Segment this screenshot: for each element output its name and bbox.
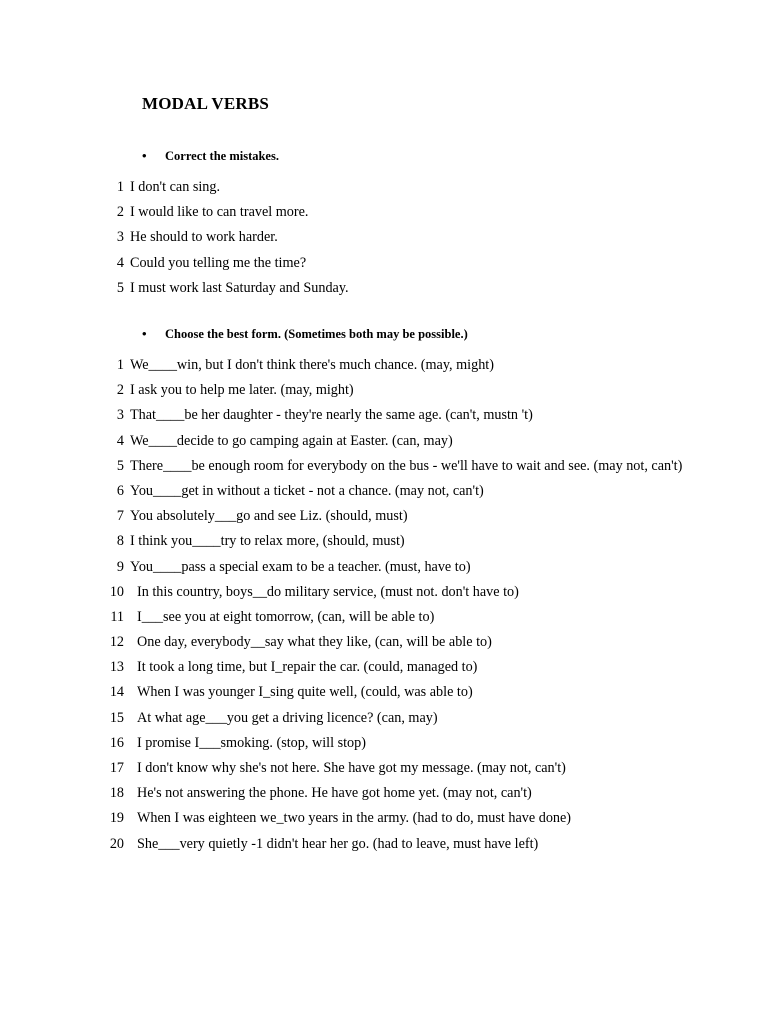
exercise-item-text: I don't can sing. bbox=[130, 179, 221, 195]
exercise-item-number: 19 bbox=[109, 810, 124, 827]
exercise-item bbox=[0, 179, 768, 204]
bullet-icon: • bbox=[142, 148, 147, 163]
exercise-item bbox=[0, 533, 768, 558]
exercise-item-number: 3 bbox=[116, 229, 124, 246]
exercise-list-correct-mistakes bbox=[0, 179, 768, 305]
exercise-item-text: You____pass a special exam to be a teacher. (must, have to) bbox=[130, 558, 471, 575]
exercise-item-text: I think you____try to relax more, (should, must) bbox=[130, 533, 405, 550]
exercise-item bbox=[0, 508, 768, 533]
exercise-item-text: There____be enough room for everybody on the bus - we'll have to wait and see. (may not, can't) bbox=[130, 457, 683, 474]
exercise-item bbox=[0, 659, 768, 684]
exercise-item-text: I___see you at eight tomorrow, (can, will be able to) bbox=[137, 608, 435, 625]
document-title: MODAL VERBS bbox=[142, 94, 270, 113]
exercise-item-number: 15 bbox=[109, 709, 124, 726]
exercise-item-number: 1 bbox=[116, 179, 124, 195]
exercise-item bbox=[0, 634, 768, 659]
exercise-item-number: 14 bbox=[109, 684, 124, 701]
exercise-item-text: We____decide to go camping again at Easter. (can, may) bbox=[130, 432, 453, 449]
exercise-item-text: She___very quietly -1 didn't hear her go. (had to leave, must have left) bbox=[137, 835, 539, 852]
exercise-item-number: 6 bbox=[116, 482, 124, 499]
exercise-item bbox=[0, 760, 768, 785]
exercise-item-number: 4 bbox=[116, 432, 124, 449]
exercise-item-number: 5 bbox=[116, 457, 124, 474]
exercise-item-number: 4 bbox=[116, 254, 124, 271]
exercise-item bbox=[0, 255, 768, 280]
exercise-item-text: I don't know why she's not here. She have got my message. (may not, can't) bbox=[137, 760, 566, 776]
exercise-item bbox=[0, 559, 768, 584]
exercise-item bbox=[0, 836, 768, 861]
exercise-item-text: When I was younger I_sing quite well, (could, was able to) bbox=[137, 684, 473, 701]
section-heading-text: Choose the best form. (Sometimes both may be possible.) bbox=[165, 326, 468, 341]
exercise-item-text: I would like to can travel more. bbox=[130, 204, 309, 221]
exercise-item-text: That____be her daughter - they're nearly the same age. (can't, mustn 't) bbox=[130, 407, 533, 424]
exercise-item-text: When I was eighteen we_two years in the army. (had to do, must have done) bbox=[137, 810, 572, 827]
exercise-item-text: He's not answering the phone. He have got home yet. (may not, can't) bbox=[137, 785, 532, 802]
exercise-item-text: You____get in without a ticket - not a chance. (may not, can't) bbox=[130, 482, 484, 499]
exercise-item-text: One day, everybody__say what they like, (can, will be able to) bbox=[137, 634, 492, 651]
exercise-item-number: 2 bbox=[116, 204, 124, 221]
exercise-item bbox=[0, 710, 768, 735]
exercise-item bbox=[0, 357, 768, 382]
exercise-item-number: 16 bbox=[109, 734, 124, 751]
exercise-item-number: 13 bbox=[109, 659, 124, 676]
exercise-item-text: You absolutely___go and see Liz. (should, must) bbox=[130, 508, 408, 525]
exercise-list-choose-best-form bbox=[0, 357, 768, 861]
exercise-item-number: 12 bbox=[109, 634, 124, 651]
exercise-item-text: In this country, boys__do military service, (must not. don't have to) bbox=[137, 583, 519, 600]
exercise-item bbox=[0, 584, 768, 609]
exercise-item-text: We____win, but I don't think there's much chance. (may, might) bbox=[130, 357, 494, 373]
exercise-item-number: 3 bbox=[116, 407, 124, 424]
exercise-item-text: It took a long time, but I_repair the car. (could, managed to) bbox=[137, 659, 478, 676]
exercise-item-text: He should to work harder. bbox=[130, 229, 278, 246]
exercise-item bbox=[0, 280, 768, 305]
exercise-item-text: Could you telling me the time? bbox=[130, 254, 307, 271]
exercise-item-number: 1 bbox=[116, 357, 124, 373]
exercise-item-text: I ask you to help me later. (may, might) bbox=[130, 382, 354, 399]
exercise-item-number: 18 bbox=[109, 785, 124, 802]
section-heading-correct-mistakes bbox=[142, 148, 279, 164]
exercise-item-text: I promise I___smoking. (stop, will stop) bbox=[137, 734, 366, 751]
exercise-item-number: 8 bbox=[116, 533, 124, 550]
exercise-item-number: 2 bbox=[116, 382, 124, 399]
exercise-item bbox=[0, 684, 768, 709]
exercise-item-number: 5 bbox=[116, 279, 124, 296]
exercise-item-number: 20 bbox=[109, 835, 124, 852]
exercise-item bbox=[0, 433, 768, 458]
exercise-item bbox=[0, 229, 768, 254]
exercise-item bbox=[0, 458, 768, 483]
bullet-icon: • bbox=[142, 326, 147, 341]
exercise-item bbox=[0, 382, 768, 407]
exercise-item bbox=[0, 204, 768, 229]
exercise-item-number: 11 bbox=[110, 608, 124, 625]
exercise-item bbox=[0, 407, 768, 432]
exercise-item-text: I must work last Saturday and Sunday. bbox=[130, 279, 349, 296]
section-heading-text: Correct the mistakes. bbox=[165, 148, 279, 163]
exercise-item-text: At what age___you get a driving licence? (can, may) bbox=[137, 709, 438, 726]
exercise-item-number: 9 bbox=[116, 558, 124, 575]
exercise-item bbox=[0, 609, 768, 634]
section-heading-choose-best-form bbox=[142, 326, 468, 342]
exercise-item-number: 7 bbox=[116, 508, 124, 525]
exercise-item bbox=[0, 483, 768, 508]
exercise-item-number: 17 bbox=[109, 760, 124, 776]
exercise-item bbox=[0, 735, 768, 760]
exercise-item bbox=[0, 810, 768, 835]
exercise-item-number: 10 bbox=[109, 583, 124, 600]
exercise-item bbox=[0, 785, 768, 810]
